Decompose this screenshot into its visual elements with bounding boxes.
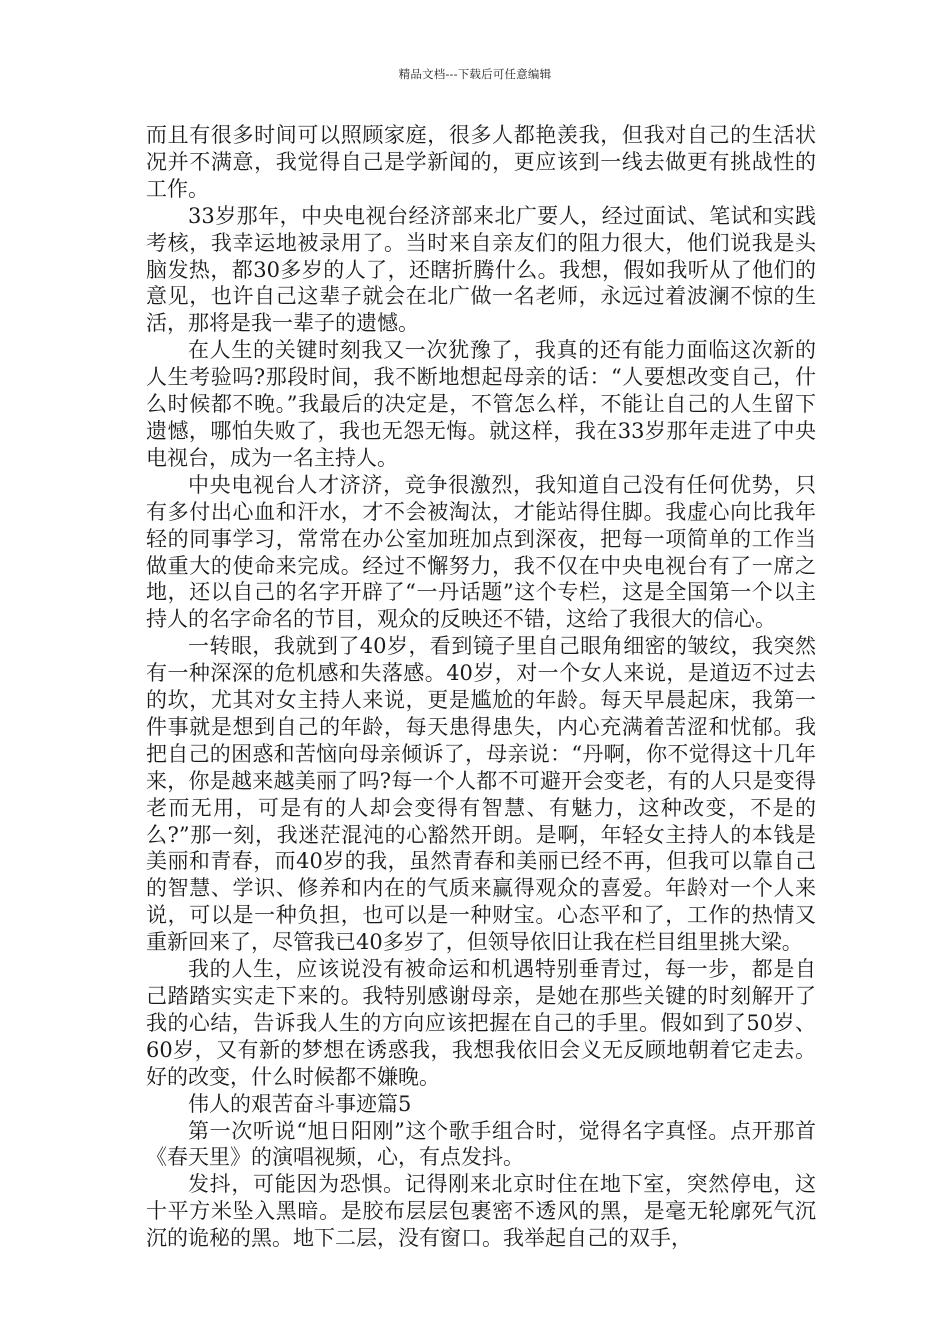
- page-header: 精品文档---下载后可任意编辑: [398, 67, 552, 81]
- paragraph: 我的人生，应该说没有被命运和机遇特别垂青过，每一步，都是自己踏踏实实走下来的。我特别感谢母亲，是她在那些关键的时刻解开了我的心结，告诉我人生的方向应该把握在自己的手里。假如到了50岁、60岁，又有新的梦想在诱惑我，我想我依旧会义无反顾地朝着它走去。好的改变，什么时候都不嫌晚。: [146, 957, 816, 1089]
- paragraph-continued: 而且有很多时间可以照顾家庭，很多人都艳羡我，但我对自己的生活状况并不满意，我觉得自己是学新闻的，更应该到一线去做更有挑战性的工作。: [146, 123, 816, 201]
- paragraph: 在人生的关键时刻我又一次犹豫了，我真的还有能力面临这次新的人生考验吗?那段时间，我不断地想起母亲的话：“人要想改变自己，什么时候都不晚。”我最后的决定是，不管怎么样，不能让自己的人生留下遗憾，哪怕失败了，我也无怨无悔。就这样，我在33岁那年走进了中央电视台，成为一名主持人。: [146, 338, 816, 470]
- paragraph: 33岁那年，中央电视台经济部来北广要人，经过面试、笔试和实践考核，我幸运地被录用了。当时来自亲友们的阻力很大，他们说我是头脑发热，都30多岁的人了，还瞎折腾什么。我想，假如我听从了他们的意见，也许自己这辈子就会在北广做一名老师，永远过着波澜不惊的生活，那将是我一辈子的遗憾。: [146, 203, 816, 336]
- document-body: [146, 122, 816, 1252]
- paragraph: 发抖，可能因为恐惧。记得刚来北京时住在地下室，突然停电，这十平方米坠入黑暗。是胶布层层包裹密不透风的黑，是毫无轮廓死气沉沉的诡秘的黑。地下二层，没有窗口。我举起自己的双手，: [146, 1172, 816, 1251]
- paragraph: 第一次听说“旭日阳刚”这个歌手组合时，觉得名字真怪。点开那首《春天里》的演唱视频，心，有点发抖。: [146, 1118, 816, 1170]
- section-heading: 伟人的艰苦奋斗事迹篇5: [188, 1091, 412, 1116]
- paragraph: 一转眼，我就到了40岁，看到镜子里自己眼角细密的皱纹，我突然有一种深深的危机感和失落感。40岁，对一个女人来说，是道迈不过去的坎，尤其对女主持人来说，更是尴尬的年龄。每天早晨起床，我第一件事就是想到自己的年龄，每天患得患失，内心充满着苦涩和忧郁。我把自己的困惑和苦恼向母亲倾诉了，母亲说：“丹啊，你不觉得这十几年来，你是越来越美丽了吗?每一个人都不可避开会变老，有的人只是变得老而无用，可是有的人却会变得有智慧、有魅力，这种改变，不是的么?”那一刻，我迷茫混沌的心豁然开朗。是啊，年轻女主持人的本钱是美丽和青春，而40岁的我，虽然青春和美丽已经不再，但我可以靠自己的智慧、学识、修养和内在的气质来赢得观众的喜爱。年龄对一个人来说，可以是一种负担，也可以是一种财宝。心态平和了，工作的热情又重新回来了，尽管我已40多岁了，但领导依旧让我在栏目组里挑大梁。: [146, 634, 816, 955]
- paragraph: 中央电视台人才济济，竞争很激烈，我知道自己没有任何优势，只有多付出心血和汗水，才不会被淘汰，才能站得住脚。我虚心向比我年轻的同事学习，常常在办公室加班加点到深夜，把每一项简单的工作当做重大的使命来完成。经过不懈努力，我不仅在中央电视台有了一席之地，还以自己的名字开辟了“一丹话题”这个专栏，这是全国第一个以主持人的名字命名的节目，观众的反映还不错，这给了我很大的信心。: [146, 472, 816, 632]
